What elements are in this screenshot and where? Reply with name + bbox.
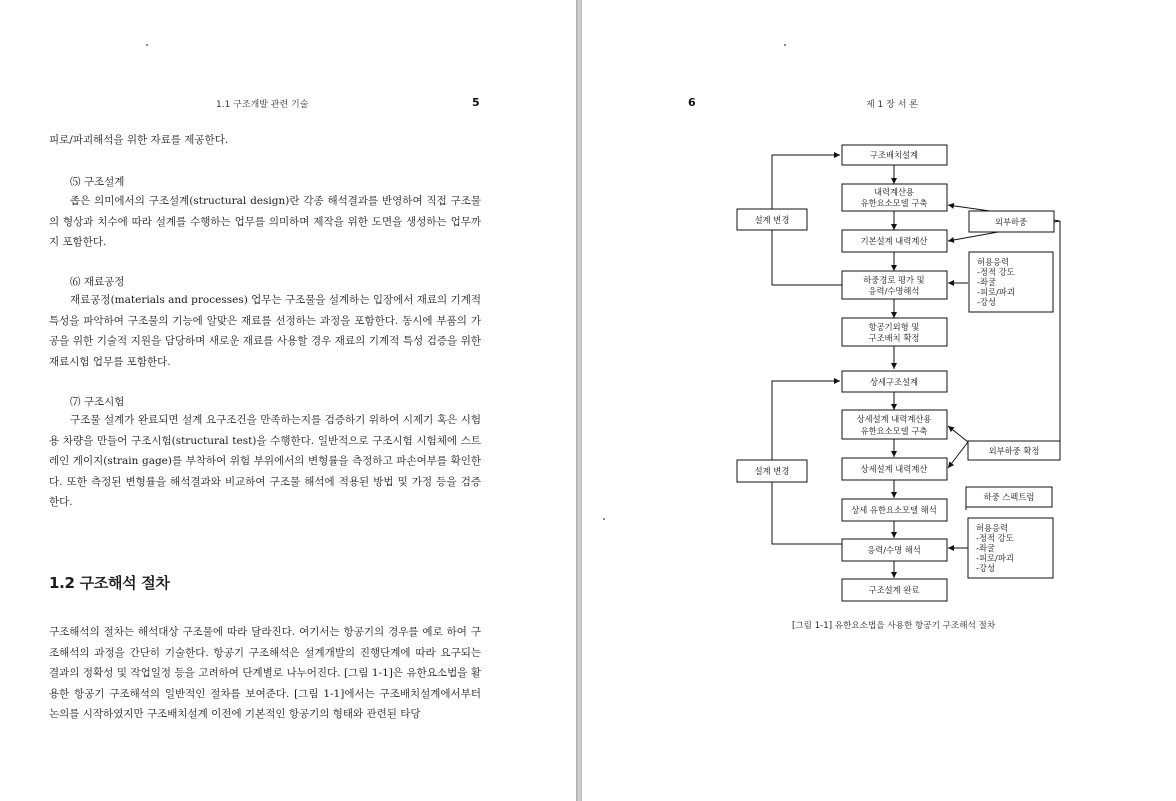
box-structural-layout [842,145,947,165]
svg-text:응력/수명 해석: 응력/수명 해석 [867,545,921,555]
svg-text:-강성: -강성 [977,297,997,307]
box-stress-life-analysis [842,539,947,561]
box-design-complete [842,579,947,601]
paragraph-structural-test: 구조물 설계가 완료되면 설계 요구조건을 만족하는지를 검증하기 위하여 시제기 혹은 시험용 차량을 만들어 구조시험(structural test)을 수행한다. 일반적으로 구조시험 시험체에 스트레인 게이지(strain gage)를 부착하여 위험 부위에서의 변형률을 측정하고 파손여부를 확인한다. 또한 측정된 변형률을 해석결과와 비교하여 구조물 해석에 적용된 방법 및 가정 등을 검증한다. [49,414,481,508]
box-fe-model-load [842,184,947,211]
box-config-finalize [842,318,947,346]
box-design-change-2 [737,460,807,482]
box-external-load [969,211,1054,232]
box-detail-design [842,371,947,392]
box-detail-load-calc [842,458,947,480]
arrow-connector [772,155,840,209]
svg-text:하중 스펙트럼: 하중 스펙트럼 [983,492,1035,502]
connector-line [772,482,842,544]
svg-text:외부하중: 외부하중 [994,217,1028,227]
svg-text:외부하중 확정: 외부하중 확정 [988,446,1040,456]
box-load-path-eval [842,271,947,299]
running-header: 1.1 구조개발 관련 기술 [216,100,309,110]
svg-text:구조배치설계: 구조배치설계 [869,150,919,160]
box-allowable-stress-1 [969,252,1053,312]
paragraph-analysis-procedure: 구조해석의 절차는 해석대상 구조물에 따라 달라진다. 여기서는 항공기의 경우를 예로 하여 구조해석의 과정을 간단히 기술한다. 항공기 구조해석은 설계개발의 진행단계에 따라 요구되는 결과의 정확성 및 작업일정 등을 고려하여 단계별로 나누어진다. [그림 1-1]은 유한요소법을 활용한 항공기 구조해석의 일반적인 절차를 보여준다. [그림 1-1]에서는 구조배치설계에서부터 논의를 시작하였지만 구조배치설계 이전에 기본적인 항공기의 형태와 관련된 타당 [49,626,481,720]
svg-text:-좌굴: -좌굴 [976,543,996,553]
svg-text:유한요소모델 구축: 유한요소모델 구축 [860,426,928,436]
subsection-title-6: ⑹ 재료공정 [70,276,125,288]
svg-text:유한요소모델 구축: 유한요소모델 구축 [860,198,928,208]
page-number: 5 [472,96,480,109]
page-number: 6 [688,96,696,109]
svg-text:-피로/파괴: -피로/파괴 [976,553,1014,563]
svg-text:상세설계 내력계산용: 상세설계 내력계산용 [856,414,932,424]
svg-text:허용응력: 허용응력 [977,257,1010,267]
right-page [582,0,1176,801]
svg-text:-좌굴: -좌굴 [977,277,997,287]
box-design-change-1 [737,209,807,230]
svg-text:상세구조설계: 상세구조설계 [869,377,919,387]
paragraph-materials: 재료공정(materials and processes) 업무는 구조물을 설계하는 입장에서 재료의 기계적 특성을 파악하여 구조물의 기능에 알맞은 재료를 선정하는 과정을 포함한다. 동시에 부품의 가공을 위한 기술적 지원을 담당하며 새로운 재료를 사용할 경우 재료의 기계적 특성 검증을 위한 재료시험 업무를 포함한다. [49,294,481,368]
svg-text:허용응력: 허용응력 [976,523,1009,533]
svg-text:구조설계 완료: 구조설계 완료 [868,585,920,595]
arrow-connector [948,426,968,442]
svg-text:내력계산용: 내력계산용 [873,187,915,197]
box-external-load-final [968,441,1060,460]
structural-analysis-flowchart [582,0,1176,640]
box-basic-load-calc [842,230,947,252]
scan-speck [146,44,148,46]
svg-text:상세설계 내력계산: 상세설계 내력계산 [860,464,928,474]
running-header: 제 1 장 서 론 [866,100,918,110]
paragraph-intro: 피로/파괴해석을 위한 자료를 제공한다. [49,134,229,146]
svg-text:상세 유한요소모델 해석: 상세 유한요소모델 해석 [851,505,937,515]
box-allowable-stress-2 [968,518,1053,578]
svg-text:-강성: -강성 [976,563,996,573]
figure-caption: [그림 1-1] 유한요소법을 사용한 항공기 구조해석 절차 [792,621,996,631]
arrow-connector [948,442,968,468]
box-detail-fe-analysis [842,499,947,521]
section-heading: 1.2 구조해석 절차 [49,574,170,592]
box-load-spectrum [966,487,1052,507]
svg-text:구조배치 확정: 구조배치 확정 [868,333,920,343]
box-detail-fe-model [842,410,947,439]
svg-text:-피로/파괴: -피로/파괴 [977,287,1015,297]
svg-text:항공기외형 및: 항공기외형 및 [868,322,920,332]
connector-line [772,230,842,285]
svg-text:설계 변경: 설계 변경 [754,466,790,476]
svg-text:-정적 강도: -정적 강도 [977,267,1015,277]
svg-text:응력/수명해석: 응력/수명해석 [868,286,920,296]
paragraph-structural-design: 좁은 의미에서의 구조설계(structural design)란 각종 해석결과를 반영하여 직접 구조물의 형상과 치수에 따라 설계를 수행하는 업무를 의미하며 제작을 위한 도면을 생성하는 업무까지 포함한다. [49,195,481,248]
arrow-connector [772,381,840,460]
svg-text:하중경로 평가 및: 하중경로 평가 및 [863,275,925,285]
svg-text:기본설계 내력계산: 기본설계 내력계산 [860,236,928,246]
svg-text:-정적 강도: -정적 강도 [976,533,1014,543]
svg-text:설계 변경: 설계 변경 [754,215,790,225]
subsection-title-5: ⑸ 구조설계 [70,176,125,188]
left-page [0,0,576,801]
subsection-title-7: ⑺ 구조시험 [70,396,125,408]
